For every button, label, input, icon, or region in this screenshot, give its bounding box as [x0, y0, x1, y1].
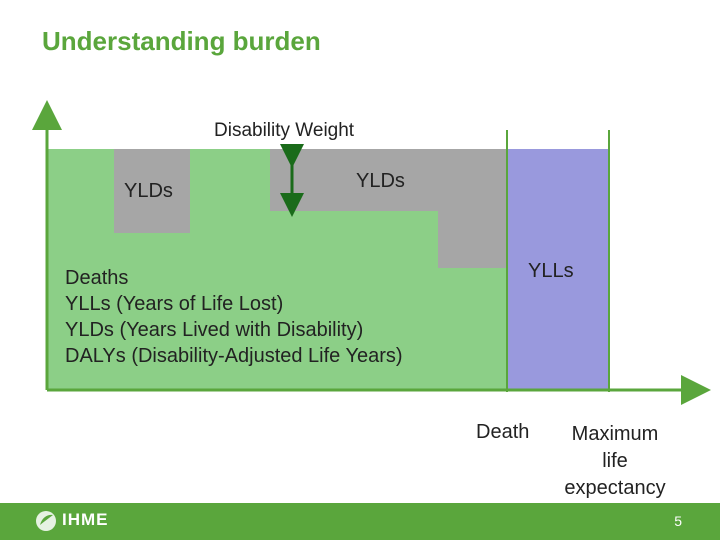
ihme-logo-icon — [34, 509, 58, 533]
page-number: 5 — [674, 513, 682, 529]
death-label: Death — [476, 421, 530, 443]
definitions-list — [65, 265, 403, 369]
ylds-left-label: YLDs — [124, 180, 173, 202]
definition-line: YLDs (Years Lived with Disability) — [65, 319, 364, 341]
max-life-label-line: life — [602, 450, 628, 472]
max-life-label-line: expectancy — [564, 477, 666, 499]
definition-line: DALYs (Disability-Adjusted Life Years) — [65, 345, 403, 367]
disability-weight-label: Disability Weight — [214, 120, 355, 141]
max-life-expectancy-label — [550, 421, 680, 502]
definition-line: Deaths — [65, 267, 129, 289]
ylls-label: YLLs — [528, 260, 574, 282]
ihme-logo-text: IHME — [62, 510, 109, 529]
ylds-right-label: YLDs — [356, 170, 405, 192]
slide-title: Understanding burden — [42, 26, 321, 56]
max-life-label-line: Maximum — [571, 423, 659, 445]
definition-line: YLLs (Years of Life Lost) — [65, 293, 284, 315]
